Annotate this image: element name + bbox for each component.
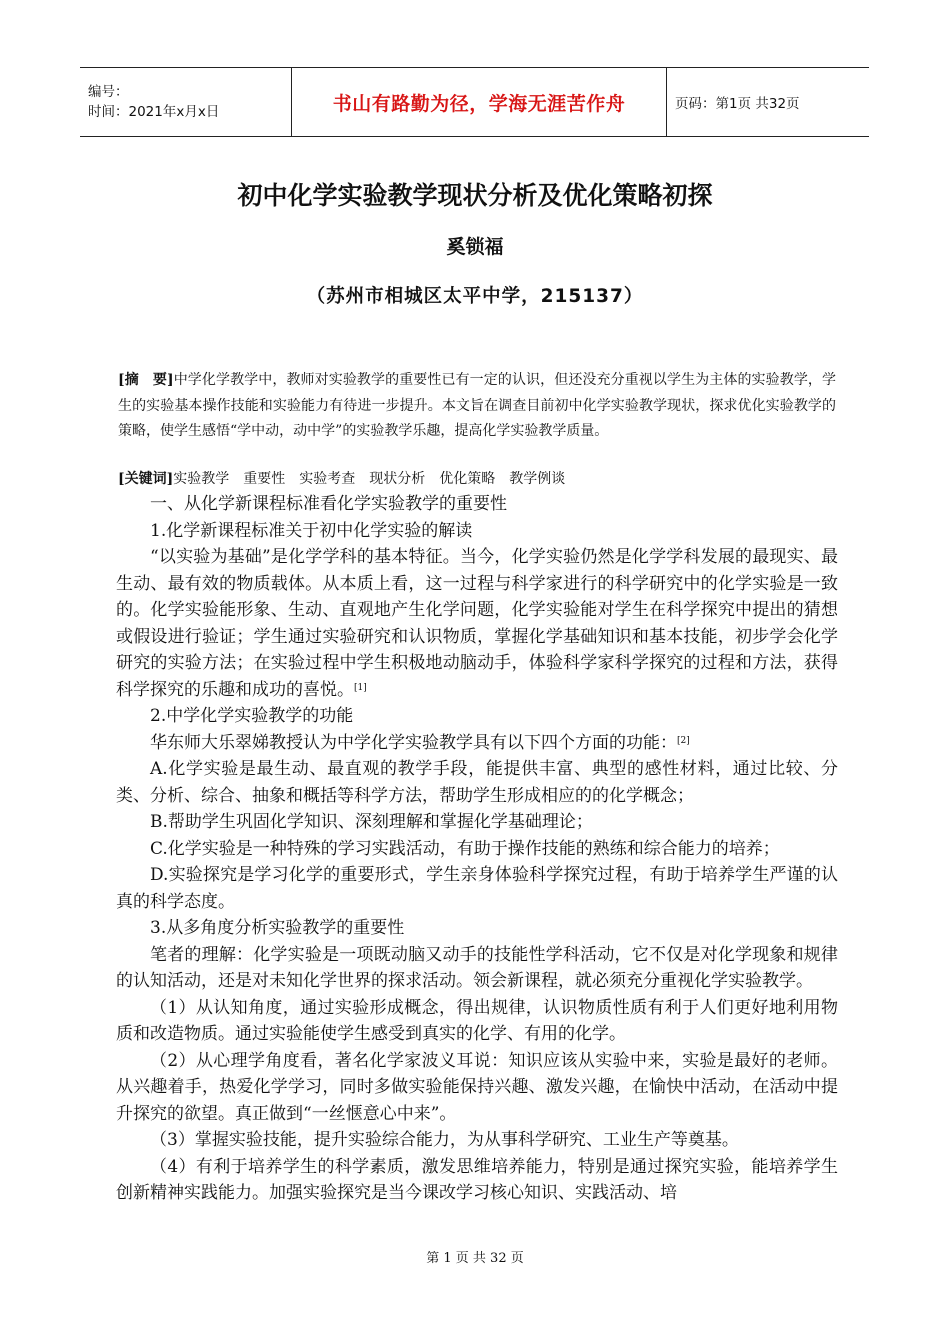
paragraph-text: “以实验为基础”是化学学科的基本特征。当今，化学实验仍然是化学学科发展的最现实、最生动、最有效的物质载体。从本质上看，这一过程与科学家进行的科学研究中的化学实验是一致的。化学实验能形象、生动、直观地产生化学问题，化学实验能对学生在科学探究中提出的猜想或假设进行验证；学生通过实验研究和认识物质，掌握化学基础知识和基本技能，初步学会化学研究的实验方法；在实验过程中学生积极地动脑动手，体验科学家科学探究的过程和方法，获得科学探究的乐趣和成功的喜悦。: [116, 547, 838, 700]
abstract-text: 中学化学教学中，教师对实验教学的重要性已有一定的认识，但还没充分重视以学生为主体的实验教学，学生的实验基本操作技能和实验能力有待进一步提升。本文旨在调查目前初中化学实验教学现状，探求优化实验教学的策略，使学生感悟“学中动，动中学”的实验教学乐趣，提高化学实验教学质量。: [118, 372, 836, 439]
citation: [2]: [677, 735, 690, 746]
paragraph: （1）从认知角度，通过实验形成概念，得出规律，认识物质性质有利于人们更好地利用物质和改造物质。通过实验能使学生感受到真实的化学、有用的化学。: [116, 997, 838, 1044]
document-header: [80, 67, 869, 137]
document-body: [116, 491, 838, 1207]
list-item: A.化学实验是最生动、最直观的教学手段，能提供丰富、典型的感性材料，通过比较、分类、分析、综合、抽象和概括等科学方法，帮助学生形成相应的的化学概念；: [116, 759, 838, 806]
subsection-heading: 2.中学化学实验教学的功能: [150, 706, 354, 726]
page-footer: 第 1 页 共 32 页: [426, 1251, 524, 1266]
keyword: 教学例谈: [509, 471, 566, 487]
paragraph: 笔者的理解：化学实验是一项既动脑又动手的技能性学科活动，它不仅是对化学现象和规律的认知活动，还是对未知化学世界的探求活动。领会新课程，就必须充分重视化学实验教学。: [116, 944, 838, 991]
keyword: 实验教学: [173, 471, 230, 487]
abstract: [118, 368, 836, 445]
paragraph: （2）从心理学角度看，著名化学家波义耳说：知识应该从实验中来，实验是最好的老师。从兴趣着手，热爱化学学习，同时多做实验能保持兴趣、激发兴趣，在愉快中活动，在活动中提升探究的欲望。真正做到“一丝惬意心中来”。: [116, 1050, 838, 1124]
paragraph: [116, 544, 838, 703]
document-title: 初中化学实验教学现状分析及优化策略初探: [237, 181, 713, 210]
keywords-label: [关键词]: [118, 471, 174, 487]
subsection-heading: 1.化学新课程标准关于初中化学实验的解读: [150, 520, 473, 541]
keyword: 现状分析: [369, 471, 426, 487]
citation: [1]: [354, 682, 367, 693]
list-item: D.实验探究是学习化学的重要形式，学生亲身体验科学探究过程，有助于培养学生严谨的认真的科学态度。: [116, 865, 838, 912]
header-motto-cell: [292, 68, 667, 136]
paragraph: （4）有利于培养学生的科学素质，激发思维培养能力，特别是通过探究实验，能培养学生创新精神实践能力。加强实验探究是当今课改学习核心知识、实践活动、培: [116, 1156, 838, 1203]
header-meta: [80, 68, 292, 136]
subsection-heading: 3.从多角度分析实验教学的重要性: [150, 918, 405, 938]
paragraph: （3）掌握实验技能，提升实验综合能力，为从事科学研究、工业生产等奠基。: [150, 1130, 739, 1150]
paragraph-text: 华东师大乐翠娣教授认为中学化学实验教学具有以下四个方面的功能：: [150, 732, 677, 753]
keyword: 实验考查: [299, 471, 356, 487]
list-item: C.化学实验是一种特殊的学习实践活动，有助于操作技能的熟练和综合能力的培养；: [150, 838, 780, 859]
author-name: 奚锁福: [446, 236, 504, 258]
author-affiliation: （苏州市相城区太平中学，215137）: [306, 286, 644, 307]
header-number: 编号：: [88, 84, 129, 100]
keywords: [118, 467, 836, 491]
header-page-info: 页码：第1页 共32页: [675, 96, 800, 112]
keyword: 重要性: [243, 471, 286, 487]
header-time: 时间：2021年x月x日: [88, 104, 220, 120]
list-item: B.帮助学生巩固化学知识、深刻理解和掌握化学基础理论；: [150, 812, 593, 832]
paragraph: [116, 730, 838, 757]
abstract-label: [摘 要]: [118, 372, 174, 388]
header-motto: 书山有路勤为径，学海无涯苦作舟: [332, 92, 626, 115]
keyword: 优化策略: [439, 471, 496, 487]
section-heading: 一、从化学新课程标准看化学实验教学的重要性: [150, 494, 507, 514]
